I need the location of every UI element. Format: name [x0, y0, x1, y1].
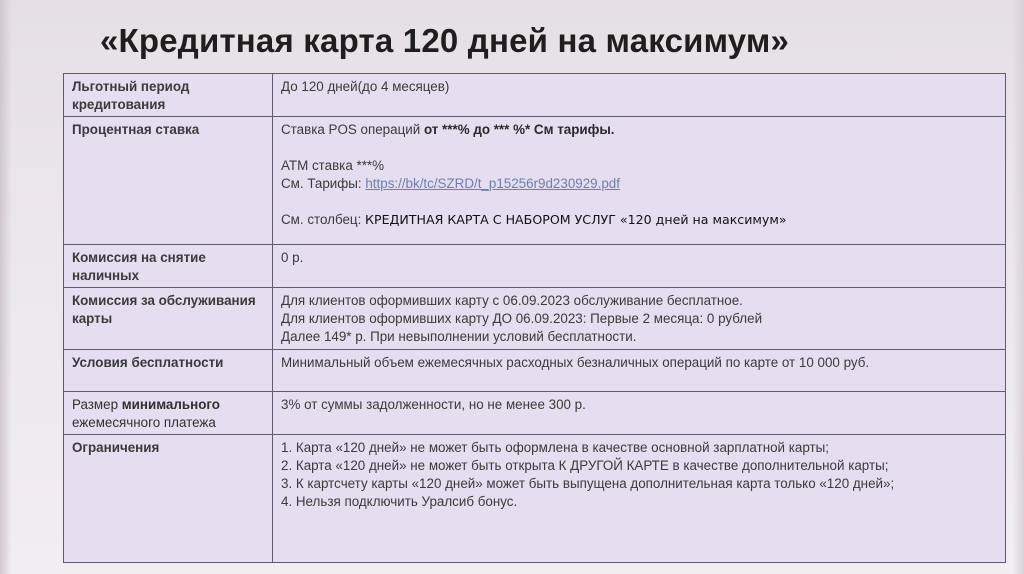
value-line: До 120 дней(до 4 месяцев) — [281, 79, 450, 94]
row-value — [273, 435, 1006, 563]
value-line: Минимальный объем ежемесячных расходных безналичных операций по карте от 10 000 руб. — [281, 355, 870, 370]
atm-rate-line: АТМ ставка ***% — [281, 158, 385, 173]
spacer — [281, 139, 997, 157]
value-line: 2. Карта «120 дней» не может быть открыта К ДРУГОЙ КАРТЕ в качестве дополнительной карты; — [281, 458, 889, 473]
label-suffix: ежемесячного платежа — [72, 415, 216, 430]
tariffs-link[interactable]: https://bk/tc/SZRD/t_p15256r9d230929.pdf — [365, 176, 620, 191]
row-label: Льготный период кредитования — [64, 74, 273, 117]
row-value — [273, 74, 1006, 117]
table-row-cash-withdrawal-fee — [64, 245, 1006, 288]
value-line: Для клиентов оформивших карту с 06.09.2023 обслуживание бесплатное. — [281, 293, 743, 308]
table-row-interest-rate — [64, 117, 1006, 245]
pos-rate-prefix: Ставка POS операций — [281, 122, 424, 137]
label-prefix: Размер — [72, 397, 122, 412]
value-line: Для клиентов оформивших карту ДО 06.09.2023: Первые 2 месяца: 0 рублей — [281, 311, 763, 326]
spacer — [281, 193, 997, 211]
table-row-restrictions — [64, 435, 1006, 563]
table-row-free-conditions — [64, 350, 1006, 392]
value-line: 0 р. — [281, 250, 304, 265]
column-prefix: См. столбец: — [281, 212, 366, 227]
row-value — [273, 350, 1006, 392]
row-value — [273, 245, 1006, 288]
table-row-service-fee — [64, 288, 1006, 350]
column-name: КРЕДИТНАЯ КАРТА С НАБОРОМ УСЛУГ «120 дней на максимум» — [365, 212, 787, 227]
row-value — [273, 117, 1006, 245]
value-line: 4. Нельзя подключить Уралсиб бонус. — [281, 494, 518, 509]
right-edge-shade — [1012, 0, 1024, 574]
column-line — [281, 211, 997, 229]
value-line: 1. Карта «120 дней» не может быть оформлена в качестве основной зарплатной карты; — [281, 440, 829, 455]
slide-title: «Кредитная карта 120 дней на максимум» — [100, 22, 790, 59]
pos-rate-line — [281, 121, 997, 139]
row-value — [273, 392, 1006, 435]
value-line: Далее 149* р. При невыполнении условий бесплатности. — [281, 329, 637, 344]
tariffs-prefix: См. Тарифы: — [281, 176, 366, 191]
row-label: Комиссия за обслуживания карты — [64, 288, 273, 350]
row-value — [273, 288, 1006, 350]
table-row-grace-period — [64, 74, 1006, 117]
value-line: 3. К картсчету карты «120 дней» может быть выпущена дополнительная карта только «120 дней»; — [281, 476, 895, 491]
label-bold: минимального — [121, 397, 220, 412]
pos-rate-value: от ***% до *** %* См тарифы. — [423, 122, 615, 137]
tariffs-line — [281, 175, 997, 193]
value-line: 3% от суммы задолженности, но не менее 300 р. — [281, 397, 586, 412]
left-edge-shade — [0, 0, 12, 574]
row-label: Условия бесплатности — [64, 350, 273, 392]
row-label: Ограничения — [64, 435, 273, 563]
card-conditions-table — [63, 73, 1006, 563]
table-row-minimum-payment — [64, 392, 1006, 435]
row-label: Процентная ставка — [64, 117, 273, 245]
row-label: Комиссия на снятие наличных — [64, 245, 273, 288]
row-label — [64, 392, 273, 435]
